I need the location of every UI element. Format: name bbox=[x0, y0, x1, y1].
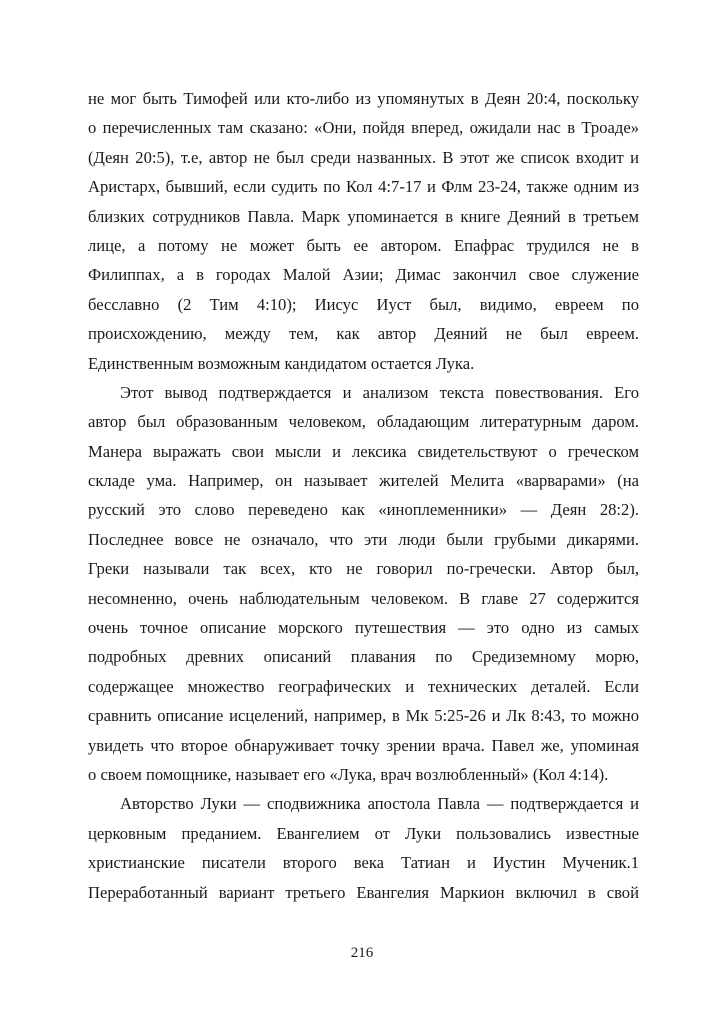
text-line: церковным преданием. Евангелием от Луки пользовались известные bbox=[88, 823, 639, 843]
text-line: очень точное описание морского путешествия — это одно из самых bbox=[88, 618, 639, 638]
paragraph-3 bbox=[88, 789, 639, 907]
text-line: близких сотрудников Павла. Марк упоминается в книге Деяний в третьем bbox=[88, 206, 639, 226]
page-number: 216 bbox=[350, 945, 374, 961]
text-line: Последнее вовсе не означало, что эти люди были грубыми дикарями. bbox=[88, 529, 639, 549]
paragraph-2 bbox=[88, 378, 639, 789]
text-line: Манера выражать свои мысли и лексика свидетельствуют о греческом bbox=[88, 441, 639, 461]
text-line: Греки называли так всех, кто не говорил по-гречески. Автор был, bbox=[88, 559, 639, 579]
text-line: Единственным возможным кандидатом остается Лука. bbox=[88, 353, 475, 373]
text-line: подробных древних описаний плавания по Средиземному морю, bbox=[88, 647, 639, 667]
text-line: Аристарх, бывший, если судить по Кол 4:7-17 и Флм 23-24, также одним из bbox=[88, 177, 639, 197]
body-text bbox=[88, 84, 639, 907]
text-line: бесславно (2 Тим 4:10); Иисус Иуст был, видимо, евреем по bbox=[88, 294, 639, 314]
text-line: о своем помощнике, называет его «Лука, врач возлюбленный» (Кол 4:14). bbox=[88, 764, 609, 784]
text-line: о перечисленных там сказано: «Они, пойдя вперед, ожидали нас в Троаде» bbox=[88, 118, 639, 138]
text-line: лице, а потому не может быть ее автором. Епафрас трудился не в bbox=[88, 235, 639, 255]
text-line: Авторство Луки — сподвижника апостола Павла — подтверждается и bbox=[120, 794, 639, 814]
text-line: складе ума. Например, он называет жителей Мелита «варварами» (на bbox=[88, 471, 639, 491]
text-line: несомненно, очень наблюдательным человеком. В главе 27 содержится bbox=[88, 588, 639, 608]
text-line: сравнить описание исцелений, например, в Мк 5:25-26 и Лк 8:43, то можно bbox=[88, 706, 639, 726]
text-line: не мог быть Тимофей или кто-либо из упомянутых в Деян 20:4, поскольку bbox=[88, 89, 639, 108]
text-line: Этот вывод подтверждается и анализом текста повествования. Его bbox=[120, 382, 639, 402]
text-line: автор был образованным человеком, обладающим литературным даром. bbox=[88, 412, 639, 432]
text-line: Переработанный вариант третьего Евангелия Маркион включил в свой bbox=[88, 882, 639, 902]
paragraph-1 bbox=[88, 84, 639, 378]
text-line: Филиппах, а в городах Малой Азии; Димас закончил свое служение bbox=[88, 265, 639, 285]
text-line: (Деян 20:5), т.е, автор не был среди названных. В этот же список входит и bbox=[88, 147, 639, 167]
text-line: содержащее множество географических и технических деталей. Если bbox=[88, 676, 639, 696]
text-line: христианские писатели второго века Татиан и Иустин Мученик.1 bbox=[88, 853, 639, 873]
text-line: русский это слово переведено как «иноплеменники» — Деян 28:2). bbox=[88, 500, 639, 520]
text-line: увидеть что второе обнаруживает точку зрении врача. Павел же, упоминая bbox=[88, 735, 639, 755]
text-line: происхождению, между тем, как автор Деяний не был евреем. bbox=[88, 324, 639, 344]
